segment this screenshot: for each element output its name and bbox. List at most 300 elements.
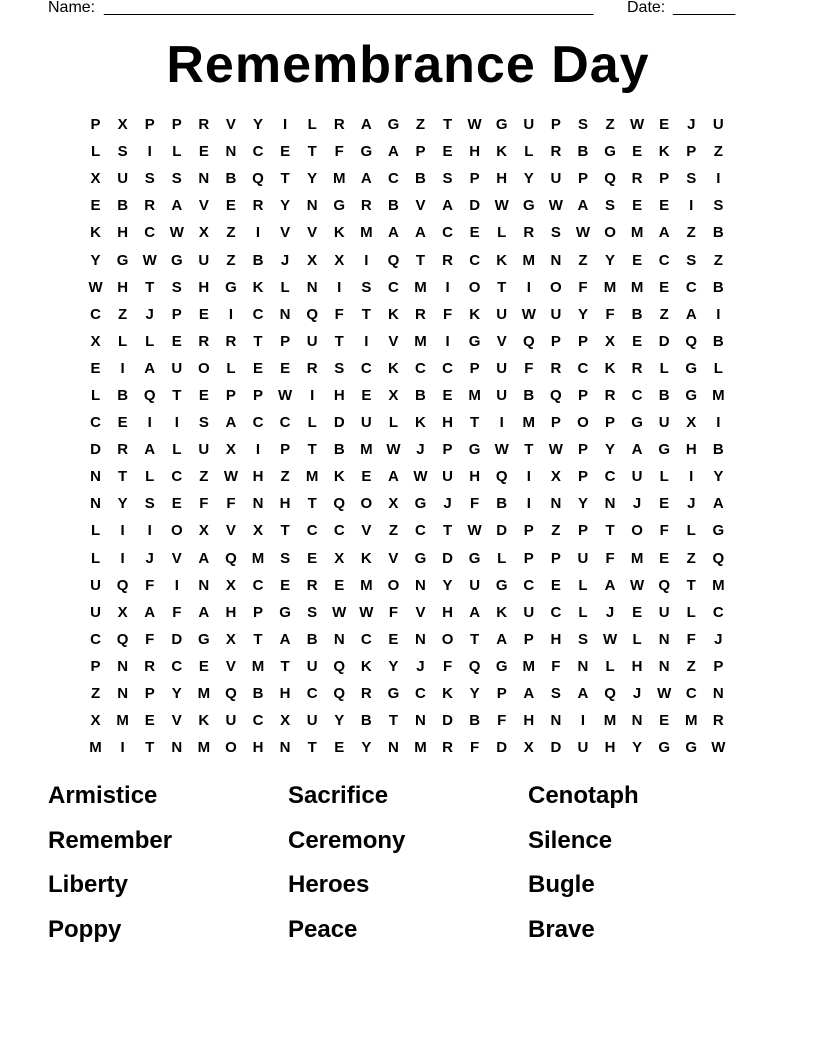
grid-cell: E — [361, 386, 372, 404]
grid-cell: V — [225, 522, 236, 540]
grid-cell: Y — [577, 305, 588, 323]
grid-row — [82, 219, 732, 246]
grid-cell: G — [225, 278, 237, 296]
grid-cell: T — [307, 143, 317, 161]
grid-cell: W — [467, 116, 482, 134]
grid-cell: U — [306, 712, 318, 730]
grid-cell: R — [442, 739, 453, 757]
grid-cell: V — [496, 332, 507, 350]
grid-cell: U — [550, 170, 562, 188]
grid-cell: M — [89, 739, 102, 757]
grid-cell: V — [415, 197, 426, 215]
grid-cell: E — [632, 332, 643, 350]
grid-cell: P — [253, 386, 264, 404]
grid-cell: G — [333, 197, 346, 215]
grid-cell: N — [415, 630, 426, 648]
grid-cell: P — [550, 116, 561, 134]
grid-cell: Y — [605, 441, 616, 459]
grid-cell: B — [117, 386, 129, 404]
grid-cell: T — [415, 251, 426, 269]
grid-cell: D — [550, 739, 562, 757]
grid-row — [82, 734, 732, 761]
grid-cell: L — [118, 332, 128, 350]
grid-cell: T — [334, 332, 344, 350]
grid-cell: M — [468, 386, 481, 404]
grid-cell: H — [225, 603, 237, 621]
grid-cell: G — [658, 739, 671, 757]
grid-cell: H — [252, 739, 264, 757]
grid-cell: E — [632, 197, 643, 215]
grid-cell: D — [658, 332, 670, 350]
grid-cell: P — [469, 359, 480, 377]
grid-cell: X — [225, 576, 236, 594]
grid-cell: B — [252, 251, 264, 269]
grid-cell: O — [225, 739, 237, 757]
grid-cell: C — [144, 224, 156, 242]
grid-cell: J — [687, 116, 696, 134]
grid-cell: R — [333, 116, 345, 134]
grid-cell: E — [280, 576, 291, 594]
grid-cell: E — [659, 278, 670, 296]
grid-cell: W — [413, 468, 428, 486]
grid-cell: V — [225, 657, 236, 675]
grid-cell: W — [169, 224, 184, 242]
grid-cell: S — [550, 224, 561, 242]
grid-cell: C — [415, 685, 426, 703]
grid-cell: S — [144, 170, 155, 188]
grid-cell: E — [198, 657, 209, 675]
grid-cell: H — [496, 170, 508, 188]
grid-cell: H — [279, 685, 291, 703]
grid-cell: C — [252, 712, 264, 730]
grid-row — [82, 138, 732, 165]
grid-cell: P — [659, 170, 670, 188]
grid-row — [82, 192, 732, 219]
grid-cell: Y — [171, 685, 182, 703]
grid-cell: T — [470, 630, 480, 648]
grid-row — [82, 301, 732, 328]
grid-cell: E — [659, 712, 670, 730]
grid-cell: E — [659, 495, 670, 513]
grid-cell: W — [521, 305, 536, 323]
grid-cell: L — [632, 630, 642, 648]
grid-cell: C — [469, 251, 481, 269]
grid-cell: E — [144, 712, 155, 730]
grid-cell: B — [387, 197, 399, 215]
grid-cell: E — [632, 143, 643, 161]
grid-cell: H — [469, 143, 481, 161]
grid-cell: A — [144, 603, 156, 621]
grid-cell: T — [605, 522, 615, 540]
grid-cell: M — [522, 414, 536, 432]
grid-row — [82, 463, 732, 490]
grid-cell: L — [388, 414, 398, 432]
grid-cell: B — [225, 170, 237, 188]
grid-cell: T — [686, 576, 696, 594]
grid-cell: P — [144, 685, 155, 703]
grid-cell: E — [442, 386, 453, 404]
grid-cell: Q — [333, 685, 346, 703]
grid-cell: S — [144, 495, 155, 513]
grid-cell: R — [550, 359, 562, 377]
grid-cell: U — [658, 603, 670, 621]
grid-cell: K — [469, 305, 481, 323]
grid-cell: I — [580, 712, 586, 730]
grid-cell: P — [225, 386, 236, 404]
grid-cell: U — [496, 359, 508, 377]
grid-cell: K — [658, 143, 670, 161]
grid-cell: G — [712, 522, 725, 540]
grid-cell: M — [305, 468, 319, 486]
grid-cell: N — [550, 712, 562, 730]
grid-cell: U — [631, 468, 643, 486]
grid-cell: N — [631, 712, 643, 730]
grid-cell: N — [333, 630, 345, 648]
grid-cell: G — [495, 116, 508, 134]
grid-cell: Z — [388, 522, 398, 540]
grid-cell: C — [712, 603, 724, 621]
word-list-item: Brave — [528, 915, 595, 943]
grid-cell: Y — [361, 739, 372, 757]
grid-cell: G — [495, 576, 508, 594]
word-list-item: Sacrifice — [288, 782, 389, 809]
grid-cell: Z — [226, 251, 236, 269]
grid-cell: K — [387, 305, 399, 323]
grid-cell: B — [523, 386, 535, 404]
grid-cell: Y — [90, 251, 101, 269]
grid-cell: M — [522, 657, 536, 675]
grid-row — [82, 409, 732, 436]
grid-cell: Q — [252, 170, 264, 188]
grid-cell: I — [120, 739, 125, 757]
grid-cell: U — [442, 468, 453, 486]
grid-cell: M — [414, 739, 427, 757]
grid-cell: W — [711, 739, 726, 757]
grid-cell: L — [307, 414, 317, 432]
grid-row — [82, 545, 732, 572]
grid-cell: P — [713, 657, 724, 675]
grid-cell: B — [712, 332, 724, 350]
grid-cell: C — [252, 305, 264, 323]
grid-cell: M — [360, 441, 373, 459]
grid-cell: G — [360, 143, 373, 161]
grid-cell: F — [605, 549, 615, 567]
grid-cell: X — [307, 251, 318, 269]
grid-cell: T — [361, 305, 371, 323]
grid-cell: Q — [306, 305, 318, 323]
grid-cell: B — [415, 170, 426, 188]
grid-cell: R — [144, 657, 156, 675]
grid-cell: O — [550, 278, 562, 296]
grid-cell: D — [496, 739, 508, 757]
name-blank: _______________________________________________________ — [104, 0, 594, 16]
grid-cell: D — [496, 522, 508, 540]
grid-cell: H — [117, 224, 129, 242]
grid-cell: W — [332, 603, 347, 621]
grid-cell: R — [631, 359, 643, 377]
grid-cell: N — [577, 657, 589, 675]
grid-cell: W — [278, 386, 293, 404]
grid-cell: H — [631, 657, 643, 675]
grid-cell: P — [442, 441, 453, 459]
word-list-item: Silence — [528, 826, 613, 854]
grid-cell: V — [388, 549, 399, 567]
grid-cell: P — [171, 116, 182, 134]
grid-cell: Z — [90, 685, 101, 703]
grid-cell: O — [170, 522, 183, 540]
grid-cell: R — [360, 197, 372, 215]
grid-cell: P — [415, 143, 426, 161]
grid-cell: M — [197, 739, 211, 757]
grid-cell: Z — [280, 468, 290, 486]
grid-cell: X — [550, 468, 561, 486]
grid-cell: B — [496, 495, 508, 513]
grid-cell: A — [387, 143, 399, 161]
grid-cell: E — [442, 143, 453, 161]
grid-cell: A — [604, 576, 616, 594]
grid-cell: M — [603, 712, 617, 730]
grid-cell: Y — [388, 657, 399, 675]
grid-cell: H — [198, 278, 210, 296]
grid-cell: N — [550, 495, 562, 513]
grid-cell: T — [307, 495, 317, 513]
grid-row — [82, 436, 732, 463]
grid-cell: M — [712, 386, 725, 404]
grid-cell: P — [523, 549, 534, 567]
grid-cell: A — [360, 116, 372, 134]
grid-row — [82, 599, 732, 626]
grid-cell: S — [577, 116, 588, 134]
grid-cell: C — [685, 685, 697, 703]
grid-cell: C — [171, 468, 183, 486]
grid-cell: N — [658, 657, 670, 675]
grid-cell: P — [577, 468, 588, 486]
grid-cell: R — [550, 143, 562, 161]
grid-cell: D — [90, 441, 101, 459]
grid-cell: R — [712, 712, 724, 730]
grid-cell: E — [632, 251, 643, 269]
grid-cell: C — [252, 414, 264, 432]
grid-cell: I — [120, 522, 125, 540]
grid-cell: X — [198, 224, 209, 242]
grid-cell: X — [686, 414, 697, 432]
grid-cell: Z — [605, 116, 615, 134]
grid-row — [82, 355, 732, 382]
grid-cell: X — [225, 441, 236, 459]
grid-row — [82, 707, 732, 734]
grid-cell: G — [495, 657, 508, 675]
grid-cell: B — [415, 386, 426, 404]
grid-cell: W — [602, 630, 618, 648]
grid-cell: H — [252, 468, 264, 486]
grid-cell: V — [415, 603, 426, 621]
grid-cell: U — [90, 576, 101, 594]
grid-cell: R — [360, 685, 372, 703]
grid-cell: C — [90, 305, 101, 323]
grid-cell: U — [306, 332, 318, 350]
grid-row — [82, 490, 732, 517]
grid-cell: K — [333, 468, 345, 486]
grid-cell: P — [577, 386, 588, 404]
word-list-item: Bugle — [528, 871, 595, 898]
grid-cell: E — [280, 143, 291, 161]
grid-cell: I — [147, 522, 152, 540]
grid-cell: K — [360, 657, 372, 675]
grid-cell: G — [198, 630, 210, 648]
grid-cell: G — [414, 495, 427, 513]
grid-cell: J — [416, 657, 425, 675]
grid-cell: Y — [442, 576, 453, 594]
grid-cell: L — [90, 549, 101, 567]
grid-cell: E — [171, 332, 182, 350]
grid-cell: M — [685, 712, 698, 730]
grid-cell: V — [225, 116, 236, 134]
grid-cell: U — [171, 359, 183, 377]
grid-cell: F — [145, 576, 155, 594]
grid-cell: L — [145, 468, 155, 486]
grid-cell: L — [145, 332, 155, 350]
grid-cell: F — [388, 603, 398, 621]
grid-cell: W — [630, 116, 645, 134]
grid-cell: F — [442, 657, 453, 675]
grid-cell: M — [414, 278, 427, 296]
grid-cell: L — [659, 468, 669, 486]
grid-cell: E — [659, 549, 670, 567]
grid-cell: G — [387, 116, 400, 134]
grid-cell: C — [252, 143, 264, 161]
grid-cell: R — [631, 170, 643, 188]
grid-cell: R — [523, 224, 535, 242]
grid-cell: X — [117, 603, 128, 621]
grid-cell: C — [604, 468, 616, 486]
grid-cell: N — [117, 685, 129, 703]
grid-cell: L — [90, 143, 101, 161]
grid-cell: C — [442, 224, 453, 242]
grid-cell: U — [658, 414, 670, 432]
grid-cell: I — [174, 414, 179, 432]
grid-cell: L — [578, 576, 588, 594]
grid-cell: I — [120, 549, 125, 567]
grid-cell: U — [523, 116, 535, 134]
grid-cell: G — [685, 739, 698, 757]
grid-cell: J — [632, 685, 642, 703]
grid-cell: S — [361, 278, 372, 296]
grid-cell: S — [334, 359, 345, 377]
grid-cell: T — [524, 441, 534, 459]
grid-cell: Z — [686, 549, 696, 567]
grid-cell: D — [171, 630, 183, 648]
grid-cell: O — [387, 576, 400, 594]
grid-cell: X — [280, 712, 291, 730]
grid-cell: A — [658, 224, 670, 242]
grid-cell: K — [387, 359, 399, 377]
grid-cell: P — [144, 116, 155, 134]
grid-cell: N — [712, 685, 724, 703]
grid-cell: I — [255, 224, 261, 242]
word-list-item: Armistice — [48, 782, 158, 809]
grid-cell: H — [604, 739, 616, 757]
grid-cell: A — [144, 441, 156, 459]
grid-cell: E — [334, 739, 345, 757]
grid-cell: I — [689, 197, 694, 215]
grid-cell: N — [658, 630, 670, 648]
grid-cell: J — [416, 441, 425, 459]
grid-cell: X — [334, 251, 345, 269]
grid-cell: B — [712, 278, 724, 296]
grid-cell: W — [386, 441, 401, 459]
grid-cell: Z — [415, 116, 426, 134]
grid-cell: B — [117, 197, 129, 215]
grid-cell: A — [198, 603, 210, 621]
grid-cell: D — [442, 549, 453, 567]
grid-cell: N — [604, 495, 616, 513]
grid-cell: U — [90, 603, 101, 621]
grid-cell: K — [496, 251, 508, 269]
grid-cell: F — [442, 305, 453, 323]
grid-cell: J — [145, 305, 154, 323]
grid-cell: C — [171, 657, 183, 675]
grid-cell: E — [632, 603, 643, 621]
grid-cell: N — [225, 143, 237, 161]
grid-cell: Z — [686, 224, 696, 242]
grid-cell: N — [252, 495, 264, 513]
grid-cell: Q — [143, 386, 156, 404]
grid-cell: U — [306, 657, 318, 675]
grid-cell: M — [251, 549, 265, 567]
grid-cell: L — [659, 359, 669, 377]
grid-cell: K — [333, 224, 345, 242]
grid-cell: K — [496, 143, 508, 161]
grid-cell: S — [686, 170, 697, 188]
grid-cell: K — [442, 685, 453, 703]
grid-cell: G — [522, 197, 535, 215]
grid-cell: N — [90, 468, 101, 486]
grid-cell: K — [252, 278, 264, 296]
grid-cell: Y — [523, 170, 534, 188]
grid-cell: C — [306, 685, 318, 703]
grid-cell: A — [469, 603, 481, 621]
grid-cell: W — [548, 197, 563, 215]
grid-cell: P — [90, 657, 101, 675]
grid-cell: P — [550, 549, 561, 567]
grid-row — [82, 680, 732, 707]
grid-cell: G — [658, 441, 671, 459]
grid-cell: I — [526, 468, 531, 486]
grid-cell: X — [334, 549, 345, 567]
grid-cell: E — [334, 576, 345, 594]
grid-cell: V — [388, 332, 399, 350]
grid-cell: Q — [550, 386, 562, 404]
grid-cell: L — [578, 603, 588, 621]
grid-cell: J — [605, 603, 615, 621]
grid-cell: A — [171, 197, 183, 215]
grid-cell: J — [443, 495, 452, 513]
grid-row — [82, 653, 732, 680]
word-list — [48, 778, 768, 956]
grid-cell: C — [252, 576, 264, 594]
grid-cell: L — [686, 522, 696, 540]
grid-cell: E — [388, 630, 399, 648]
grid-cell: W — [359, 603, 374, 621]
grid-cell: H — [442, 414, 453, 432]
grid-cell: N — [198, 170, 210, 188]
grid-cell: T — [307, 441, 317, 459]
grid-cell: M — [630, 224, 644, 242]
grid-cell: Q — [685, 332, 698, 350]
grid-cell: G — [279, 603, 291, 621]
grid-cell: P — [577, 170, 588, 188]
grid-cell: B — [577, 143, 589, 161]
